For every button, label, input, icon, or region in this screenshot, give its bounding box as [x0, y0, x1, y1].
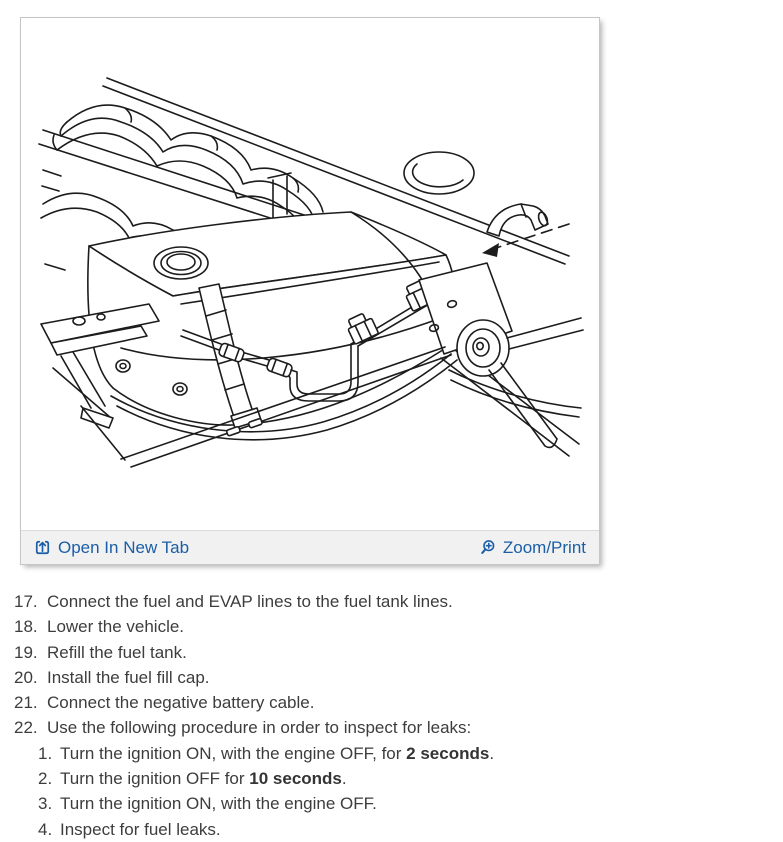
substep-text — [60, 817, 754, 842]
substep-text-before: Turn the ignition ON, with the engine OFF, for — [60, 743, 407, 763]
substep-number: 2. — [38, 769, 53, 789]
vehicle-underbody-diagram — [21, 18, 599, 530]
substep-text-before: Turn the ignition ON, with the engine OFF. — [60, 794, 377, 814]
zoom-print-label: Zoom/Print — [502, 537, 586, 557]
zoom-print-link[interactable] — [479, 538, 586, 558]
substep-text-before: Inspect for fuel leaks. — [60, 819, 221, 839]
substep-item-2 — [38, 766, 754, 791]
step-number: 18. — [14, 617, 38, 637]
step-text: Use the following procedure in order to inspect for leaks: — [47, 718, 472, 738]
substep-text-after: . — [341, 769, 347, 789]
substep-text — [60, 791, 754, 816]
step-text: Connect the fuel and EVAP lines to the fuel tank lines. — [47, 592, 453, 611]
step-item-19 — [14, 640, 754, 665]
substep-text — [60, 741, 754, 766]
step-number: 17. — [14, 592, 38, 611]
substep-text-before: Turn the ignition OFF for — [60, 769, 250, 789]
diagram-card — [20, 17, 600, 565]
step-number: 20. — [14, 667, 38, 687]
fuel-tank-illustration — [21, 18, 599, 530]
substep-text-after: . — [489, 743, 495, 763]
step-text: Connect the negative battery cable. — [47, 693, 315, 713]
substep-number: 1. — [38, 743, 53, 763]
step-text: Install the fuel fill cap. — [47, 667, 210, 687]
zoom-icon — [479, 539, 496, 556]
step-text: Lower the vehicle. — [47, 617, 185, 637]
substep-number: 4. — [38, 819, 53, 839]
diagram-toolbar — [21, 530, 599, 564]
open-in-new-tab-icon — [34, 539, 51, 556]
substep-text-bold: 10 seconds — [249, 769, 342, 789]
step-item-17 — [14, 589, 754, 614]
substep-text-bold: 2 seconds — [406, 743, 490, 763]
substep-text — [60, 766, 754, 791]
step-item-22 — [14, 715, 754, 740]
step-text: Refill the fuel tank. — [47, 642, 187, 662]
substep-item-1 — [38, 741, 754, 766]
substep-list — [38, 741, 754, 842]
step-number: 21. — [14, 693, 38, 713]
substep-item-3 — [38, 791, 754, 816]
step-number: 19. — [14, 642, 38, 662]
substep-item-4 — [38, 817, 754, 842]
procedure-list — [14, 589, 754, 842]
step-item-20 — [14, 665, 754, 690]
step-item-18 — [14, 614, 754, 639]
open-in-new-tab-link[interactable] — [34, 538, 189, 558]
open-in-new-tab-label: Open In New Tab — [58, 537, 190, 557]
substep-number: 3. — [38, 794, 53, 814]
step-number: 22. — [14, 718, 38, 738]
step-item-21 — [14, 690, 754, 715]
